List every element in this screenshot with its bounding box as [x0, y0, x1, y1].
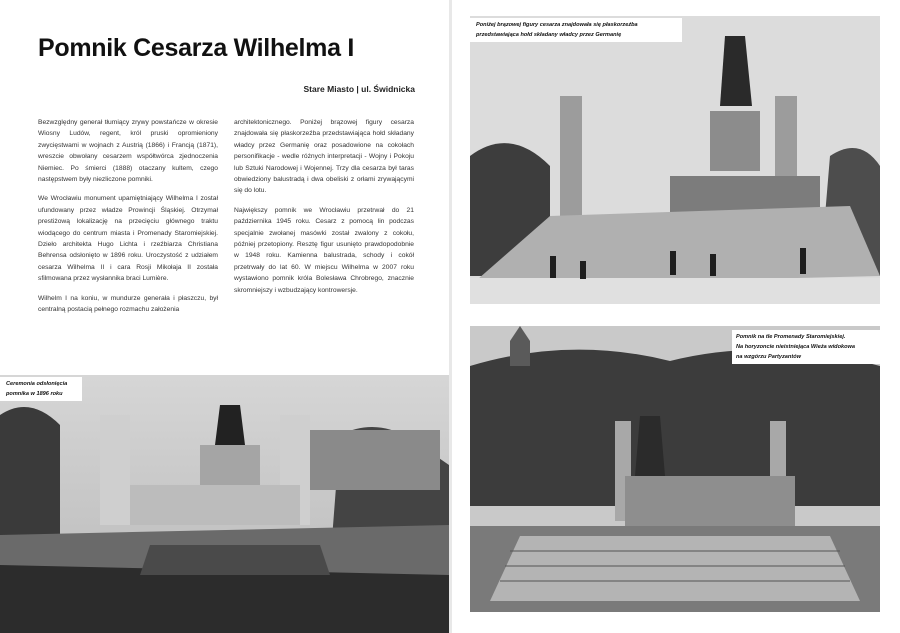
paragraph: architektonicznego. Poniżej brązowej figury cesarza znajdowała się płaskorzeźba przedstawiająca hołd składany władcy przez Germanię oraz posadowione na cokołach personifikacje - wedle różnych interpretacji - Wojny i Pokoju lub Sztuki Narodowej i Wojennej. Trzy dla cesarza był taras obwiedziony balustradą i dwa obeliski z orłami zrywającymi się do lotu.	[234, 119, 414, 195]
caption-line: Pomnik na tle Promenady Staromiejskiej.	[736, 334, 846, 340]
photo-caption	[0, 377, 82, 401]
caption-line: Poniżej brązowej figury cesarza znajdowała się płaskorzeźba	[476, 22, 638, 28]
article-title: Pomnik Cesarza Wilhelma I	[38, 34, 354, 62]
caption-line: Ceremonia odsłonięcia	[6, 381, 68, 387]
paragraph: Bezwzględny generał tłumiący zrywy powstańcze w okresie Wiosny Ludów, regent, król pruski opromieniony zwycięstwami w wojnach z Austrią (1866) i Francją (1871), wreszcie obwołany cesarzem współtwórca zjednoczenia Niemiec. Po śmierci (1888) otaczany kultem, czego następstwem były niezliczone pomniki.	[38, 119, 218, 184]
location-subtitle: Stare Miasto | ul. Świdnicka	[303, 84, 415, 94]
paragraph: Wilhelm I na koniu, w mundurze generała i płaszczu, był centralną postacią pełnego rozmachu założenia	[38, 294, 218, 314]
photo-caption	[470, 18, 682, 42]
photo-caption	[732, 330, 882, 364]
paragraph: Największy pomnik we Wrocławiu przetrwał do 21 października 1945 roku. Cesarz z pomocą lin podczas specjalnie zwołanej masówki został zwalony z cokołu, później przetopiony. Resztę figur usunięto prawdopodobnie w 1948 roku. Kamienna balustrada, schody i cokół przetrwały do lat 60. W miejscu Wilhelma w 2007 roku wystawiono pomnik króla Bolesława Chrobrego, znacznie skromniejszy i wzbudzający kontrowersje.	[234, 206, 414, 294]
photo-monument-front	[470, 16, 880, 304]
text-column-2	[234, 117, 414, 304]
caption-line: na wzgórzu Partyzantów	[736, 354, 801, 360]
paragraph: We Wrocławiu monument upamiętniający Wilhelma I został ufundowany przez władze Prowincji Śląskiej. Otrzymał prestiżową lokalizację na przecięciu głównego traktu wiodącego do centrum miasta i Promenady Staromiejskiej. Dzieło architekta Hugo Lichta i rzeźbiarza Christiana Behrensa odsłonięto w 1896 roku. Uroczystość z udziałem cesarza Wilhelma II i cara Rosji Mikołaja II została sfilmowana przez wysłannika braci Lumière.	[38, 195, 218, 283]
text-column-1	[38, 117, 218, 324]
caption-line: Na horyzoncie nieistniejąca Wieża widokowa	[736, 344, 856, 350]
caption-line: pomnika w 1896 roku	[6, 391, 63, 397]
photo-ceremony-1896	[0, 375, 449, 633]
photo-monument-promenade	[470, 326, 880, 612]
caption-line: przedstawiająca hołd składany władcy przez Germanię	[476, 32, 622, 38]
